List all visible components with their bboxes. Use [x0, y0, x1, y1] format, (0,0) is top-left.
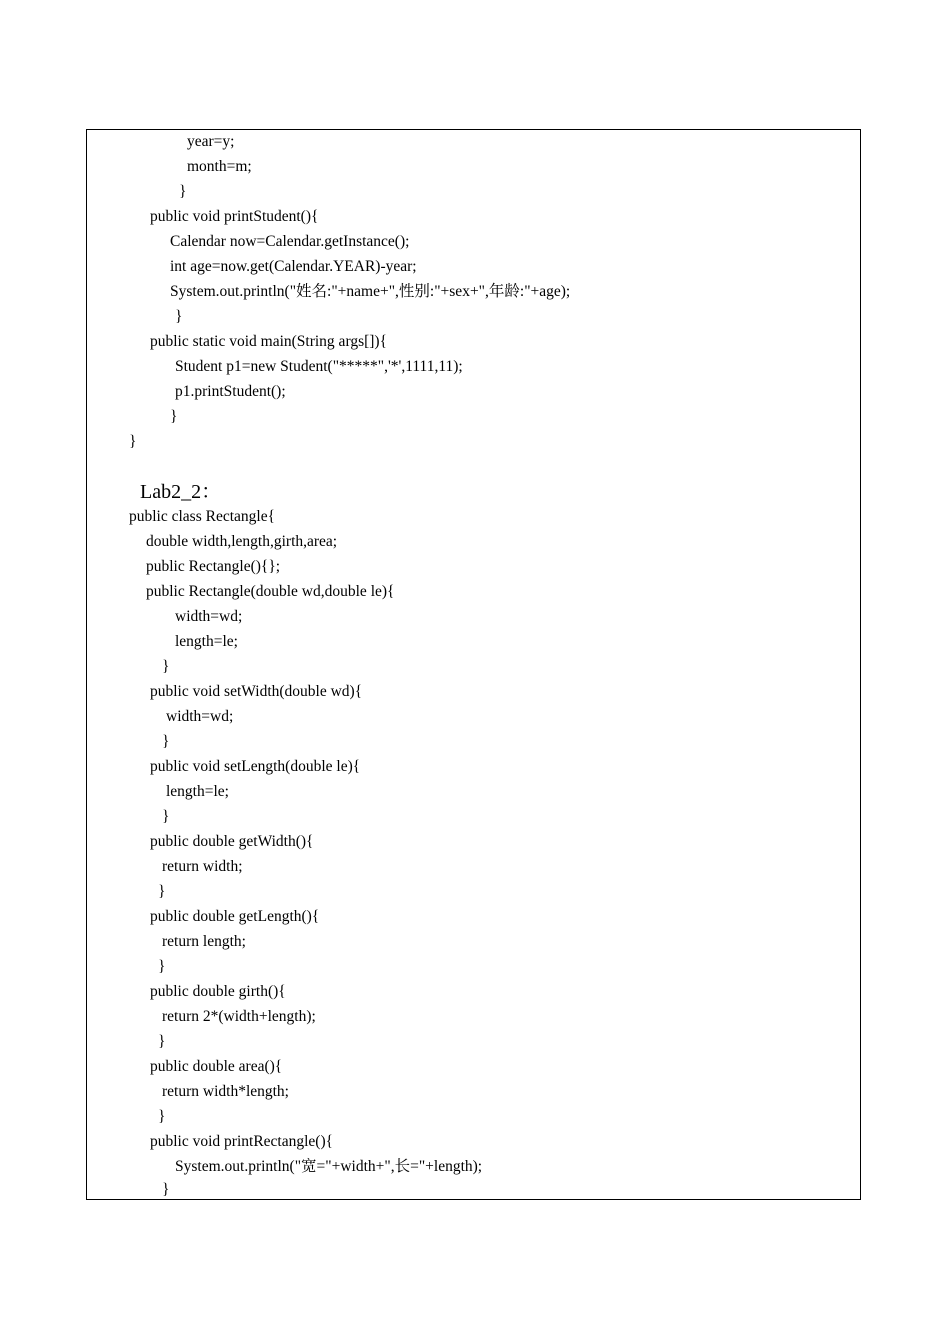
code-line: public double getWidth(){ [150, 833, 314, 850]
code-line: public void setWidth(double wd){ [150, 683, 363, 700]
code-line: } [162, 1181, 170, 1198]
code-line: } [129, 433, 137, 450]
code-line: System.out.println("姓名:"+name+",性别:"+sex+",年龄:"+age); [170, 283, 571, 300]
code-line: } [158, 1033, 166, 1050]
code-line: return width; [162, 858, 243, 875]
code-line: width=wd; [166, 708, 234, 725]
code-line: } [175, 308, 183, 325]
code-line: } [158, 1108, 166, 1125]
code-line: int age=now.get(Calendar.YEAR)-year; [170, 258, 417, 275]
code-line: } [158, 958, 166, 975]
code-line: month=m; [187, 158, 252, 175]
code-line: Student p1=new Student("*****",'*',1111,11); [175, 358, 463, 375]
code-line: public double girth(){ [150, 983, 286, 1000]
code-line: return length; [162, 933, 246, 950]
code-line: } [162, 808, 170, 825]
code-line: return 2*(width+length); [162, 1008, 316, 1025]
code-line: Calendar now=Calendar.getInstance(); [170, 233, 410, 250]
code-line: public Rectangle(double wd,double le){ [146, 583, 395, 600]
code-line: length=le; [175, 633, 238, 650]
code-line: public void printStudent(){ [150, 208, 319, 225]
code-line: System.out.println("宽="+width+",长="+length); [175, 1158, 483, 1175]
code-line: } [162, 733, 170, 750]
code-line: public void printRectangle(){ [150, 1133, 334, 1150]
code-line: width=wd; [175, 608, 243, 625]
code-line: } [179, 183, 187, 200]
section-heading: Lab2_2： [140, 481, 222, 503]
code-line: p1.printStudent(); [175, 383, 286, 400]
code-line: public static void main(String args[]){ [150, 333, 388, 350]
code-line: public Rectangle(){}; [146, 558, 281, 575]
code-line: } [170, 408, 178, 425]
code-line: } [158, 883, 166, 900]
code-line: length=le; [166, 783, 229, 800]
code-line: return width*length; [162, 1083, 289, 1100]
code-line: public void setLength(double le){ [150, 758, 361, 775]
code-line: } [162, 658, 170, 675]
code-line: double width,length,girth,area; [146, 533, 338, 550]
code-line: public double getLength(){ [150, 908, 320, 925]
code-line: public class Rectangle{ [129, 508, 276, 525]
code-line: year=y; [187, 133, 235, 150]
code-line: public double area(){ [150, 1058, 283, 1075]
